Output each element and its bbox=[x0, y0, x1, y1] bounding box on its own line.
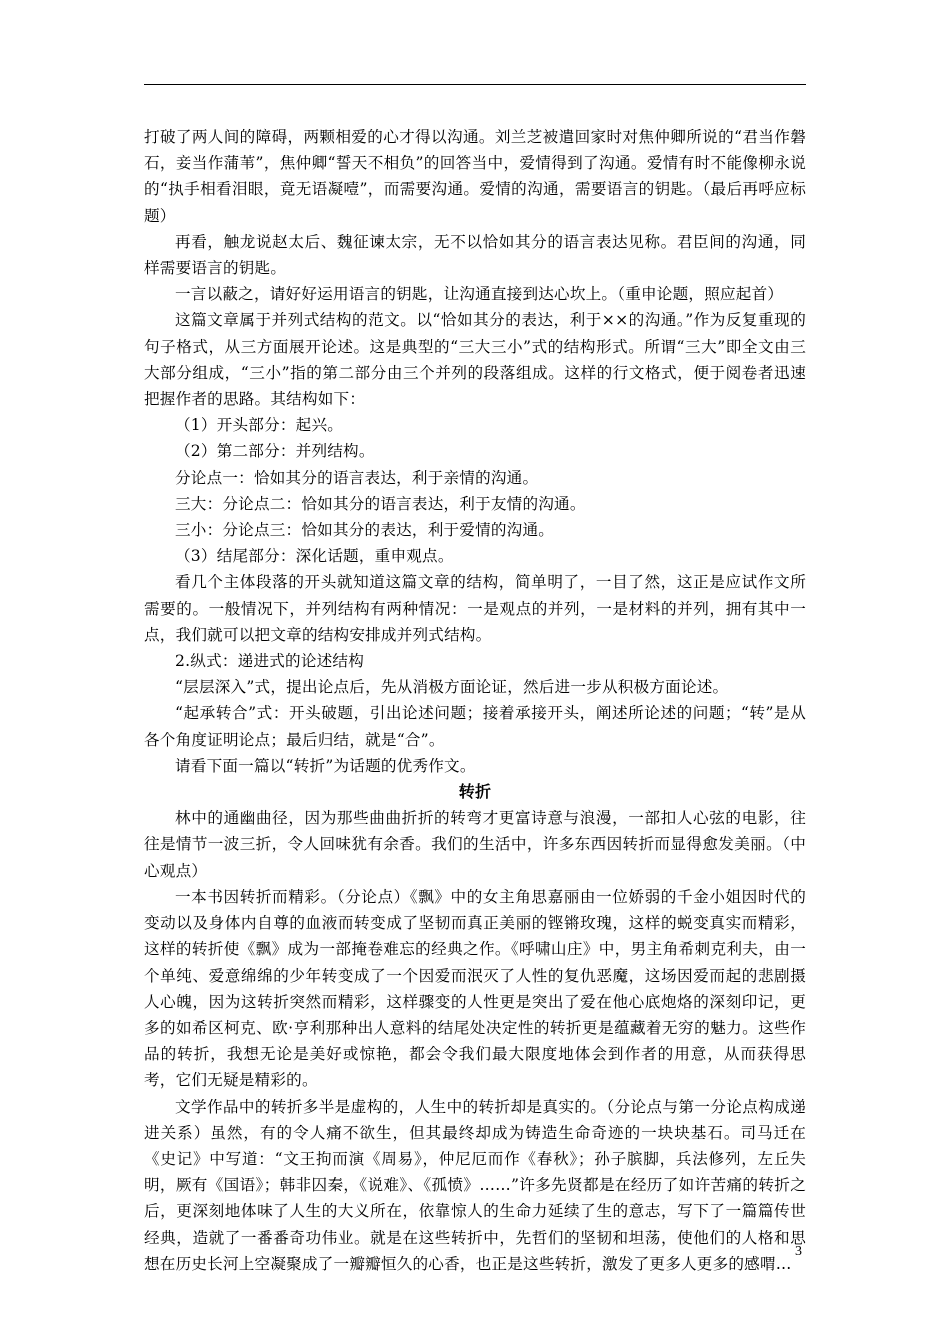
paragraph: 一言以蔽之，请好好运用语言的钥匙，让沟通直接到达心坎上。（重申论题，照应起首） bbox=[175, 285, 784, 304]
essay-paragraph: 林中的通幽曲径，因为那些曲曲折折的转弯才更富诗意与浪漫，一部扣人心弦的电影，往往是情节一波三折，令人回味犹有余香。我们的生活中，许多东西因转折而显得愈发美丽。（中心观点） bbox=[144, 809, 806, 880]
paragraph: “起承转合”式：开头破题，引出论述问题；接着承接开头，阐述所论述的问题；“转”是从各个角度证明论点；最后归结，就是“合”。 bbox=[144, 704, 806, 749]
outline-item: （2）第二部分：并列结构。 bbox=[175, 442, 375, 461]
document-body bbox=[144, 124, 806, 1277]
paragraph: 看几个主体段落的开头就知道这篇文章的结构，简单明了，一目了然，这正是应试作文所需要的。一般情况下，并列结构有两种情况：一是观点的并列，一是材料的并列，拥有其中一点，我们就可以把文章的结构安排成并列式结构。 bbox=[144, 573, 806, 644]
essay-paragraph: 一本书因转折而精彩。（分论点）《飘》中的女主角思嘉丽由一位娇弱的千金小姐因时代的变动以及身体内自尊的血液而转变成了坚韧而真正美丽的铿锵玫瑰，这样的蜕变真实而精彩，这样的转折使《飘》成为一部掩卷难忘的经典之作。《呼啸山庄》中，男主角希刺克利夫，由一个单纯、爱意绵绵的少年转变成了一个因爱而泯灭了人性的复仇恶魔，这场因爱而起的悲剧摄人心魄，因为这转折突然而精彩，这样骤变的人性更是突出了爱在他心底炮烙的深刻印记，更多的如希区柯克、欧·亨利那种出人意料的结尾处决定性的转折更是蕴藏着无穷的魅力。这些作品的转折，我想无论是美好或惊艳，都会令我们最大限度地体会到作者的用意，从而获得思考，它们无疑是精彩的。 bbox=[144, 887, 806, 1090]
paragraph: “层层深入”式，提出论点后，先从消极方面论证，然后进一步从积极方面论述。 bbox=[175, 678, 729, 697]
paragraph: 打破了两人间的障碍，两颗相爱的心才得以沟通。刘兰芝被遣回家时对焦仲卿所说的“君当作磐石，妾当作蒲苇”，焦仲卿“誓天不相负”的回答当中，爱情得到了沟通。爱情有时不能像柳永说的“执手相看泪眼，竟无语凝噎”，而需要沟通。爱情的沟通，需要语言的钥匙。（最后再呼应标题） bbox=[144, 128, 806, 225]
section-heading: 2.纵式：递进式的论述结构 bbox=[175, 652, 365, 671]
outline-item: （1）开头部分：起兴。 bbox=[175, 416, 344, 435]
header-rule bbox=[144, 84, 806, 85]
paragraph: 再看，触龙说赵太后、魏征谏太宗，无不以恰如其分的语言表达见称。君臣间的沟通，同样需要语言的钥匙。 bbox=[144, 232, 806, 278]
outline-item: 三大：分论点二：恰如其分的语言表达，利于友情的沟通。 bbox=[175, 494, 586, 513]
paragraph: 这篇文章属于并列式结构的范文。以“恰如其分的表达，利于××的沟通。”作为反复重现的句子格式，从三方面展开论述。这是典型的“三大三小”式的结构形式。所谓“三大”即全文由三大部分组成，“三小”指的第二部分由三个并列的段落组成。这样的行文格式，便于阅卷者迅速把握作者的思路。其结构如下： bbox=[144, 311, 806, 409]
essay-paragraph: 文学作品中的转折多半是虚构的，人生中的转折却是真实的。（分论点与第一分论点构成递进关系）虽然，有的令人痛不欲生，但其最终却成为铸造生命奇迹的一块块基石。司马迁在《史记》中写道：“文王拘而演《周易》，仲尼厄而作《春秋》；孙子膑脚，兵法修列，左丘失明，厥有《国语》；韩非囚秦，《说难》、《孤愤》……”许多先贤都是在经历了如许苦痛的转折之后，更深刻地体味了人生的大义所在，依靠惊人的生命力延续了生的意志，写下了一篇篇传世经典，造就了一番番奇功伟业。就是在这些转折中，先哲们的坚韧和坦荡，使他们的人格和思想在历史长河上空凝聚成了一瓣瓣恒久的心香，也正是这些转折，激发了更多人更多的感喟… bbox=[144, 1097, 806, 1273]
outline-item: 分论点一：恰如其分的语言表达，利于亲情的沟通。 bbox=[175, 468, 539, 487]
page-number: 3 bbox=[795, 1244, 802, 1259]
essay-title: 转折 bbox=[458, 782, 492, 802]
outline-item: （3）结尾部分：深化话题，重申观点。 bbox=[175, 547, 454, 566]
paragraph: 请看下面一篇以“转折”为话题的优秀作文。 bbox=[175, 756, 476, 775]
outline-item: 三小：分论点三：恰如其分的表达，利于爱情的沟通。 bbox=[175, 521, 555, 540]
